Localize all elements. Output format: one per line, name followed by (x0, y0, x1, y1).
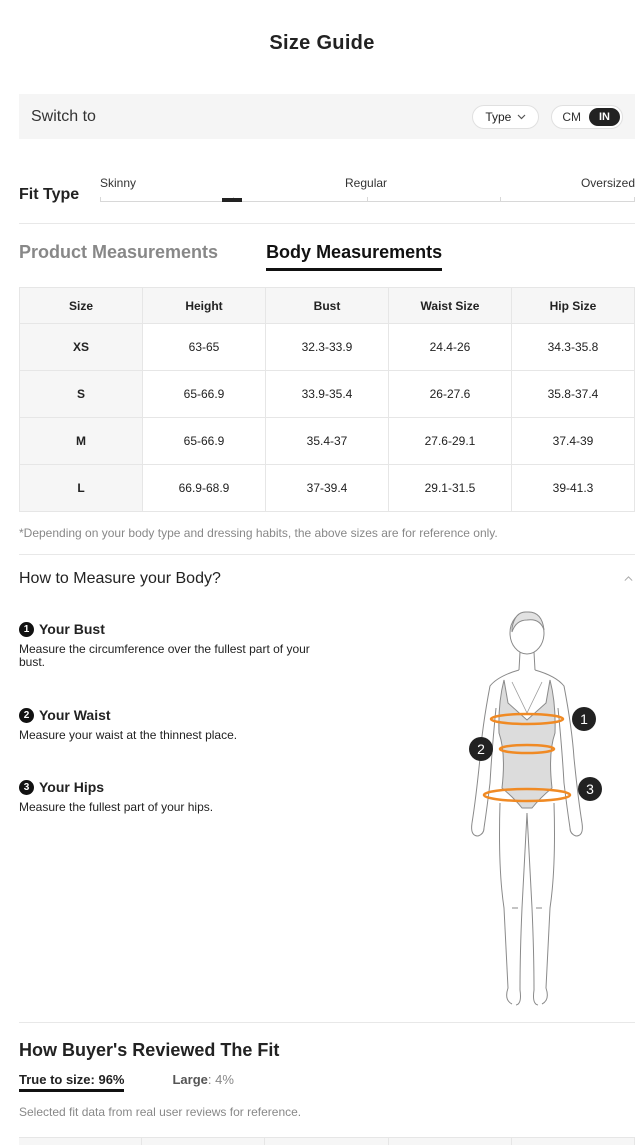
table-row (20, 418, 635, 465)
table-cell: 65-66.9 (142, 418, 265, 465)
tab-product-measurements[interactable]: Product Measurements (19, 242, 219, 262)
measurement-tabs (19, 242, 442, 271)
table-cell: 27.6-29.1 (388, 418, 511, 465)
table-cell: 34.3-35.8 (511, 324, 634, 371)
number-badge: 3 (19, 780, 34, 795)
table-cell: 24.4-26 (388, 324, 511, 371)
column-header: Bust (266, 288, 389, 324)
size-note: *Depending on your body type and dressing habits, the above sizes are for reference only. (19, 526, 498, 540)
table-cell (512, 1138, 635, 1145)
fit-marker (222, 198, 242, 202)
table-header-row (20, 288, 635, 324)
fit-review-section (19, 1022, 635, 1119)
switch-label: Switch to (31, 107, 96, 125)
tab-large[interactable] (172, 1072, 233, 1092)
figure-label: 1 (580, 711, 588, 727)
body-measure-figure (460, 608, 610, 1013)
fit-tick-oversized: Oversized (580, 176, 635, 190)
table-cell: 35.8-37.4 (511, 371, 634, 418)
size-cell: XS (20, 324, 143, 371)
table-cell: 37.4-39 (511, 418, 634, 465)
figure-label: 3 (586, 781, 594, 797)
review-tabs (19, 1072, 635, 1092)
unit-cm-option[interactable]: CM (562, 109, 581, 124)
table-row (20, 465, 635, 512)
number-badge: 2 (19, 708, 34, 723)
tab-true-to-size[interactable]: True to size: 96% (19, 1072, 124, 1092)
table-cell: 63-65 (142, 324, 265, 371)
column-header: Height (142, 288, 265, 324)
table-cell: 66.9-68.9 (142, 465, 265, 512)
next-table-header (19, 1137, 635, 1145)
measure-item-hips (19, 779, 319, 814)
table-cell: 33.9-35.4 (266, 371, 389, 418)
table-cell (142, 1138, 265, 1145)
size-cell: L (20, 465, 143, 512)
fit-notch (634, 197, 635, 202)
fit-notch (500, 197, 501, 202)
table-cell (389, 1138, 512, 1145)
fit-notch (367, 197, 368, 202)
column-header: Waist Size (388, 288, 511, 324)
measure-item-desc: Measure the fullest part of your hips. (19, 800, 214, 814)
table-cell (19, 1138, 142, 1145)
type-dropdown[interactable] (472, 105, 539, 129)
fit-scale-track (100, 166, 635, 206)
table-cell: 37-39.4 (266, 465, 389, 512)
number-badge: 1 (19, 622, 34, 637)
unit-toggle[interactable] (551, 105, 623, 129)
table-cell: 32.3-33.9 (266, 324, 389, 371)
review-note: Selected fit data from real user reviews for reference. (19, 1105, 302, 1119)
measure-item-desc: Measure the circumference over the fullest part of your bust. (19, 642, 310, 669)
large-value: : 4% (207, 1072, 234, 1087)
fit-tick-regular: Regular (345, 176, 388, 190)
page-title: Size Guide (269, 32, 375, 54)
measure-item-title: Your Hips (39, 779, 105, 795)
chevron-down-icon (517, 114, 526, 120)
measure-section-header[interactable] (19, 554, 635, 602)
table-cell: 65-66.9 (142, 371, 265, 418)
fit-type-scale (19, 166, 635, 224)
fit-type-label: Fit Type (19, 186, 80, 203)
column-header: Hip Size (511, 288, 634, 324)
chevron-up-icon[interactable] (624, 575, 635, 582)
measure-item-waist (19, 707, 319, 742)
size-cell: S (20, 371, 143, 418)
table-row (20, 324, 635, 371)
measure-section-title: How to Measure your Body? (19, 569, 221, 587)
measure-item-desc: Measure your waist at the thinnest place. (19, 728, 238, 742)
unit-in-option[interactable]: IN (589, 108, 620, 126)
column-header: Size (20, 288, 143, 324)
table-row (20, 371, 635, 418)
size-cell: M (20, 418, 143, 465)
table-cell: 29.1-31.5 (388, 465, 511, 512)
large-label: Large (172, 1072, 208, 1087)
size-table (19, 287, 635, 512)
figure-label: 2 (477, 741, 485, 757)
measure-item-title: Your Bust (39, 621, 105, 637)
table-cell: 39-41.3 (511, 465, 634, 512)
measure-item-bust (19, 621, 319, 669)
tab-body-measurements[interactable]: Body Measurements (266, 242, 442, 271)
measure-item-title: Your Waist (39, 707, 111, 723)
fit-notch (100, 197, 101, 202)
table-cell: 26-27.6 (388, 371, 511, 418)
table-cell (265, 1138, 388, 1145)
fit-tick-skinny: Skinny (100, 176, 137, 190)
unit-switch-bar (19, 94, 635, 139)
type-label: Type (485, 109, 512, 124)
review-title: How Buyer's Reviewed The Fit (19, 1040, 280, 1060)
table-cell: 35.4-37 (266, 418, 389, 465)
